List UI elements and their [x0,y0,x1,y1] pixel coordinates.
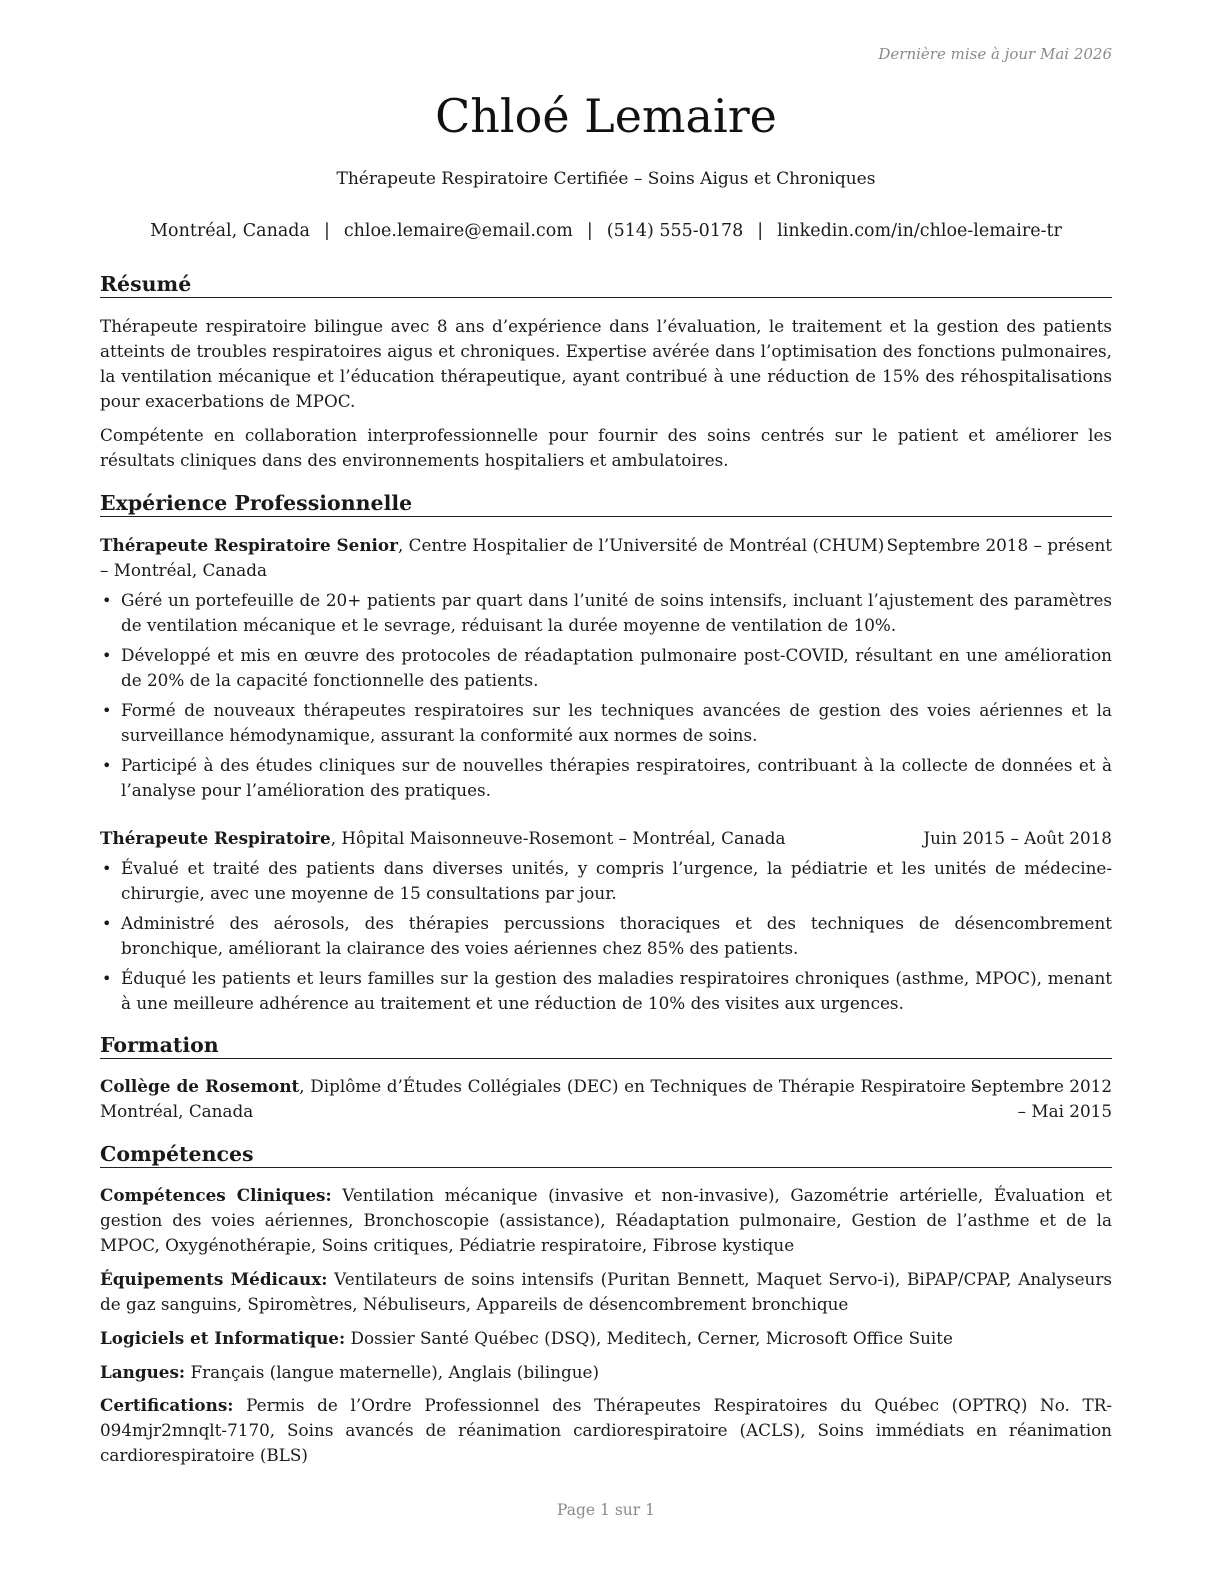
list-item: • Éduqué les patients et leurs familles sur la gestion des maladies respiratoires chroniques (asthme, MPOC), menant à une meilleure adhérence au traitement et une réduction de 10% des visites aux urgences. [102,968,1112,1013]
job-header [100,533,1112,583]
job-role: Thérapeute Respiratoire Senior [100,535,398,555]
resume-page [100,0,1112,1584]
list-item: • Participé à des études cliniques sur de nouvelles thérapies respiratoires, contribuant à la collecte de données et à l’analyse pour l’amélioration des pratiques. [102,755,1112,800]
job-header [100,826,1112,851]
job-location: – Montréal, Canada [100,560,267,580]
separator: | [323,221,330,241]
skill-row [100,1393,1112,1468]
skill-text: Ventilation mécanique (invasive et non-invasive), Gazométrie artérielle, Évaluation et gestion des voies aériennes, Bronchoscopie (assistance), Réadaptation pulmonaire, Gestion de l’asthme et de la MPOC, Oxygénothérapie, Soins critiques, Pédiatrie respiratoire, Fibrose kystique [100,1185,1112,1255]
skill-text: Français (langue maternelle), Anglais (bilingue) [185,1362,600,1382]
skill-label: Certifications: [100,1395,234,1415]
skill-text: Permis de l’Ordre Professionnel des Thérapeutes Respiratoires du Québec (OPTRQ) No. TR-094mjr2mnqlt-7170, Soins avancés de réanimation cardiorespiratoire (ACLS), Soins immédiats en réanimation cardiorespiratoire (BLS) [100,1395,1112,1465]
bullet-icon: • [102,969,112,988]
page-number: Page 1 sur 1 [557,1501,655,1519]
list-item: • Formé de nouveaux thérapeutes respiratoires sur les techniques avancées de gestion des voies aériennes et la surveillance hémodynamique, assurant la conformité aux normes de soins. [102,700,1112,745]
job-date: Juin 2015 – Août 2018 [923,828,1112,848]
job-employer: , Hôpital Maisonneuve-Rosemont – Montréal, Canada [330,828,786,848]
contact-location: Montréal, Canada [150,221,310,241]
skill-row [100,1326,1112,1351]
skill-text: Dossier Santé Québec (DSQ), Meditech, Cerner, Microsoft Office Suite [345,1328,953,1348]
job-bullets [100,588,1112,808]
contact-email[interactable]: chloe.lemaire@email.com [343,221,573,241]
skill-label: Langues: [100,1362,186,1382]
bullet-icon: • [102,859,112,878]
contact-phone: (514) 555-0178 [606,221,744,241]
job-bullets [100,856,1112,1021]
job-role: Thérapeute Respiratoire [100,828,331,848]
skill-row [100,1360,1112,1385]
skill-label: Logiciels et Informatique: [100,1328,346,1348]
job-date: Septembre 2018 – présent [886,535,1112,555]
bullet-icon: • [102,756,112,775]
bullet-icon: • [102,646,112,665]
separator: | [757,221,764,241]
list-item: • Évalué et traité des patients dans diverses unités, y compris l’urgence, la pédiatrie et les unités de médecine-chirurgie, avec une moyenne de 15 consultations par jour. [102,858,1112,903]
contact-line [100,219,1112,243]
skill-text: Ventilateurs de soins intensifs (Puritan Bennett, Maquet Servo-i), BiPAP/CPAP, Analyseurs de gaz sanguins, Spiromètres, Nébuliseurs, Appareils de désencombrement bronchique [100,1269,1112,1314]
list-item: • Développé et mis en œuvre des protocoles de réadaptation pulmonaire post-COVID, résultant en une amélioration de 20% de la capacité fonctionnelle des patients. [102,645,1112,690]
section-title-experience: Expérience Professionnelle [100,490,1112,517]
skill-row [100,1183,1112,1258]
last-updated: Dernière mise à jour Mai 2026 [878,45,1112,63]
skill-label: Compétences Cliniques: [100,1185,332,1205]
education-details [100,1074,980,1124]
skill-row [100,1267,1112,1317]
contact-linkedin[interactable]: linkedin.com/in/chloe-lemaire-tr [777,221,1062,241]
bullet-icon: • [102,701,112,720]
section-title-education: Formation [100,1032,1112,1059]
section-title-skills: Compétences [100,1141,1112,1168]
separator: | [586,221,593,241]
summary-paragraph-1: Thérapeute respiratoire bilingue avec 8 ans d’expérience dans l’évaluation, le traitement et la gestion des patients atteints de troubles respiratoires aigus et chroniques. Expertise avérée dans l’optimisation des fonctions pulmonaires, la ventilation mécanique et l’éducation thérapeutique, ayant contribué à une réduction de 15% des réhospitalisations pour exacerbations de MPOC. [100,316,1112,411]
section-title-summary: Résumé [100,271,1112,298]
professional-title: Thérapeute Respiratoire Certifiée – Soins Aigus et Chroniques [336,169,876,189]
school-name: Collège de Rosemont [100,1076,300,1096]
education-date: Septembre 2012 – Mai 2015 [970,1076,1112,1121]
bullet-icon: • [102,914,112,933]
list-item: • Administré des aérosols, des thérapies percussions thoraciques et des techniques de désencombrement bronchique, améliorant la clairance des voies aériennes chez 85% des patients. [102,913,1112,958]
person-name: Chloé Lemaire [435,89,777,143]
job-employer: , Centre Hospitalier de l’Université de Montréal (CHUM) [397,535,885,555]
list-item: • Géré un portefeuille de 20+ patients par quart dans l’unité de soins intensifs, incluant l’ajustement des paramètres de ventilation mécanique et le sevrage, réduisant la durée moyenne de ventilation de 10%. [102,590,1112,635]
bullet-icon: • [102,591,112,610]
summary-paragraph-2: Compétente en collaboration interprofessionnelle pour fournir des soins centrés sur le patient et améliorer les résultats cliniques dans des environnements hospitaliers et ambulatoires. [100,425,1112,470]
skill-label: Équipements Médicaux: [100,1269,328,1289]
degree: , Diplôme d’Études Collégiales (DEC) en Techniques de Thérapie Respiratoire – Montréal, Canada [100,1076,980,1121]
